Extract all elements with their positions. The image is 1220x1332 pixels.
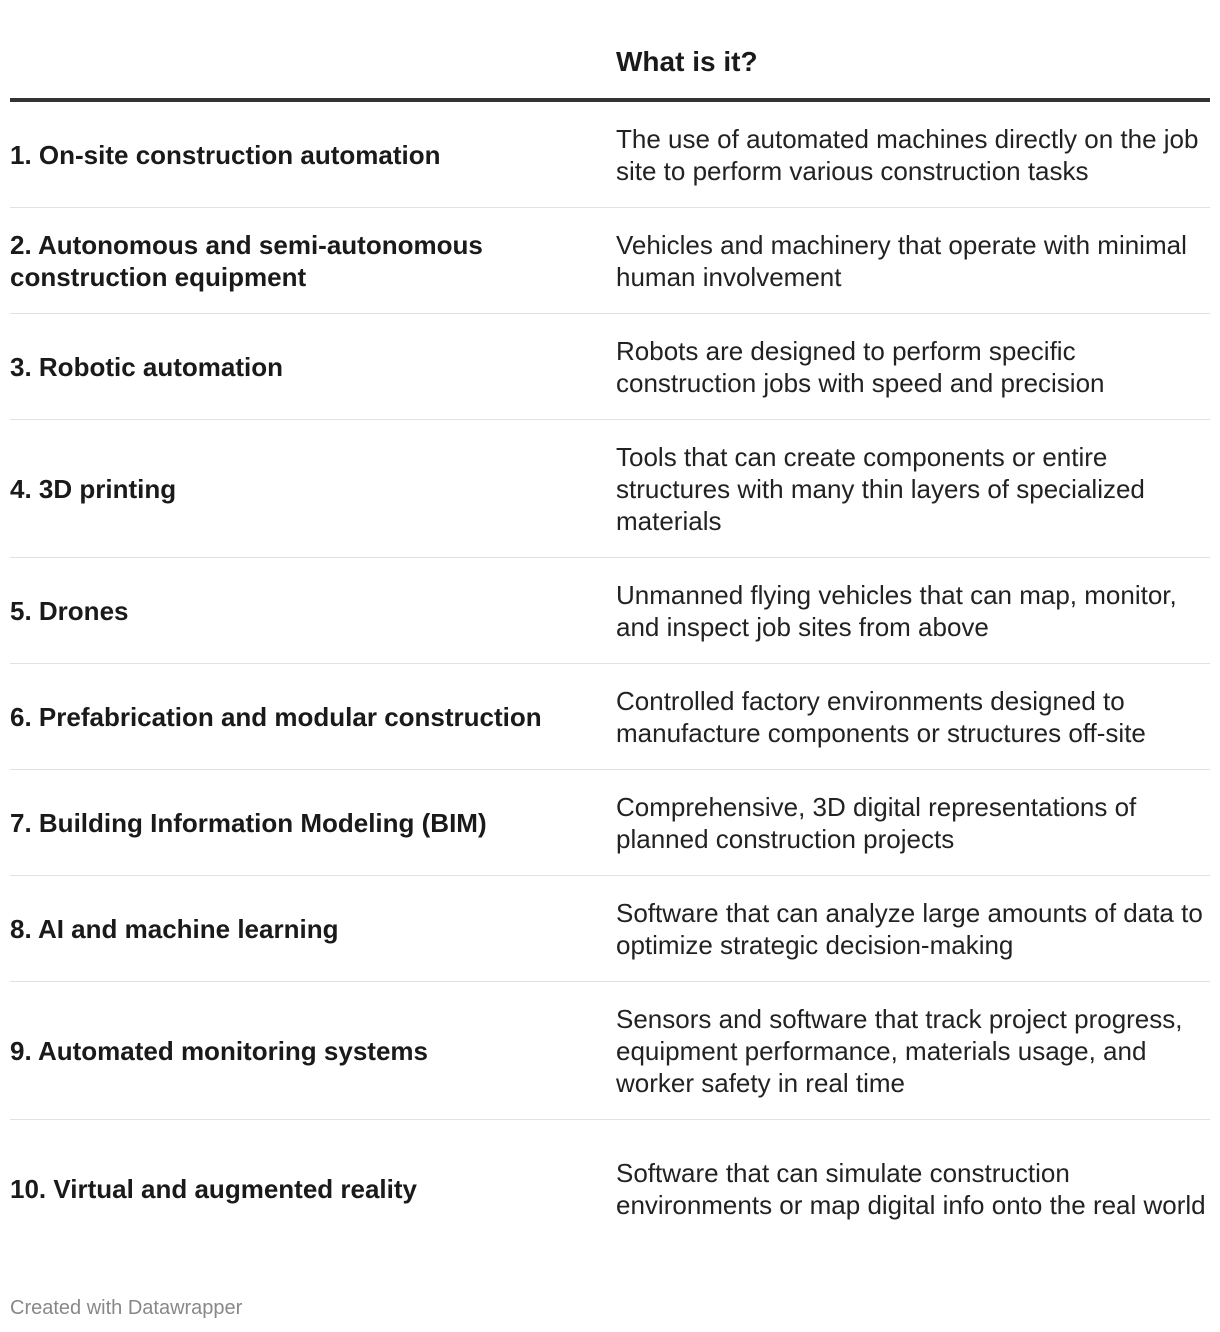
table-row (10, 102, 1210, 208)
row-label: 10. Virtual and augmented reality (10, 1174, 417, 1204)
header-cell-what-is-it: What is it? (616, 46, 758, 77)
table-row (10, 770, 1210, 876)
row-description: Unmanned flying vehicles that can map, monitor, and inspect job sites from above (616, 579, 1177, 642)
table-row (10, 314, 1210, 420)
table-row (10, 664, 1210, 770)
row-label: 8. AI and machine learning (10, 913, 339, 944)
row-description: Tools that can create components or entire structures with many thin layers of specialized materials (616, 441, 1145, 536)
row-description: Sensors and software that track project progress, equipment performance, materials usage, and worker safety in real time (616, 1003, 1183, 1098)
table-row (10, 420, 1210, 558)
table-header (10, 0, 1210, 102)
row-label: 6. Prefabrication and modular construction (10, 701, 542, 732)
row-description: Vehicles and machinery that operate with minimal human involvement (616, 229, 1187, 292)
row-description: Robots are designed to perform specific construction jobs with speed and precision (616, 335, 1105, 398)
table-row (10, 982, 1210, 1120)
row-description: Software that can analyze large amounts of data to optimize strategic decision-making (616, 897, 1203, 960)
row-description: Comprehensive, 3D digital representations of planned construction projects (616, 791, 1137, 854)
row-label: 4. 3D printing (10, 473, 177, 504)
row-label: 5. Drones (10, 595, 129, 626)
row-label: 1. On-site construction automation (10, 139, 441, 170)
table-row (10, 208, 1210, 314)
datawrapper-credit[interactable]: Created with Datawrapper (10, 1297, 243, 1319)
row-label: 2. Autonomous and semi-autonomous construction equipment (10, 229, 483, 292)
table-row (10, 1120, 1210, 1258)
table-row (10, 876, 1210, 982)
data-table (10, 0, 1210, 1258)
row-description: Software that can simulate construction environments or map digital info onto the real world (616, 1158, 1206, 1220)
row-label: 7. Building Information Modeling (BIM) (10, 807, 487, 838)
row-description: The use of automated machines directly on the job site to perform various construction tasks (616, 123, 1199, 186)
row-label: 3. Robotic automation (10, 351, 283, 382)
row-description: Controlled factory environments designed to manufacture components or structures off-site (616, 685, 1146, 748)
table-row (10, 558, 1210, 664)
row-label: 9. Automated monitoring systems (10, 1035, 428, 1066)
